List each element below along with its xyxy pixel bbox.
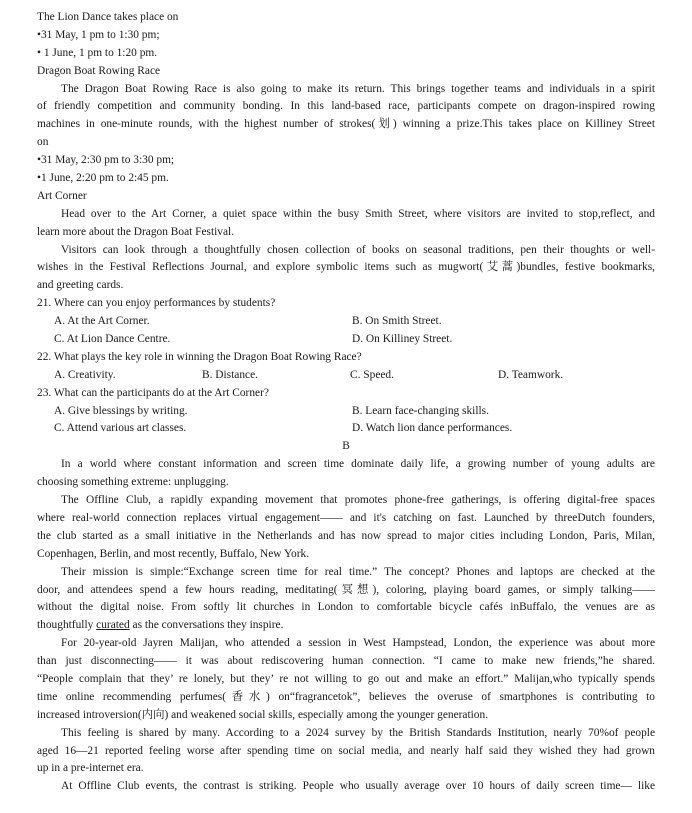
paragraph-line: At Offline Club events, the contrast is striking. People who usually average over 10 hours of daily screen time— like	[61, 780, 655, 793]
paragraph-line: time online recommending perfumes(香水) on“fragrancetok”, believes the overuse of smartphones is contributing to	[37, 690, 655, 703]
section-b-label: B	[342, 440, 350, 453]
paragraph-line: without the digital noise. From softly lit churches in London to comfortable bicycle cafés inBuffalo, the venues are as	[37, 601, 655, 614]
paragraph-line: Their mission is simple:“Exchange screen time for real time.” The concept? Phones and laptops are checked at the	[61, 565, 655, 578]
answer-option[interactable]: D. On Killiney Street.	[352, 333, 453, 346]
paragraph-line: Head over to the Art Corner, a quiet space within the busy Smith Street, where visitors are invited to stop,reflect, and	[61, 207, 655, 220]
answer-option[interactable]: A. Give blessings by writing.	[54, 404, 188, 417]
paragraph-line: Visitors can look through a thoughtfully chosen collection of books on seasonal traditions, pen their thoughts or well-	[61, 243, 655, 256]
answer-option[interactable]: D. Watch lion dance performances.	[352, 422, 513, 435]
section-heading: Dragon Boat Rowing Race	[37, 64, 161, 77]
paragraph-line: and greeting cards.	[37, 279, 124, 292]
exam-page	[37, 9, 655, 796]
dragon-boat-time-1: •31 May, 2:30 pm to 3:30 pm;	[37, 154, 175, 167]
lion-dance-time-1: •31 May, 1 pm to 1:30 pm;	[37, 28, 160, 41]
section-heading: Art Corner	[37, 189, 87, 202]
paragraph-line: This feeling is shared by many. According to a 2024 survey by the British Standards Institution, nearly 70%of people	[61, 726, 655, 739]
paragraph-line: In a world where constant information and screen time dominate daily life, a growing number of young adults are	[61, 458, 655, 471]
answer-option[interactable]: C. At Lion Dance Centre.	[54, 333, 171, 346]
lion-dance-intro: The Lion Dance takes place on	[37, 11, 179, 23]
passage-b	[37, 456, 655, 796]
answer-option[interactable]: C. Speed.	[350, 368, 394, 381]
paragraph-line: aged 16—21 reported feeling worse after spending time on social media, and nearly half said they wished they had grown	[37, 744, 655, 757]
answer-option[interactable]: D. Teamwork.	[498, 368, 564, 381]
answer-option[interactable]: A. Creativity.	[54, 368, 116, 381]
paragraph-line: The Dragon Boat Rowing Race is also going to make its return. This brings together teams and individuals in a spirit	[61, 82, 655, 95]
question-21	[37, 295, 655, 349]
paragraph-line: up in a pre-internet era.	[37, 762, 144, 775]
lion-dance-time-2: • 1 June, 1 pm to 1:20 pm.	[37, 46, 158, 59]
underlined-word: curated	[96, 619, 130, 632]
paragraph-line: Copenhagen, Berlin, and most recently, Buffalo, New York.	[37, 547, 310, 560]
paragraph-line: door, and attendees spend a few hours reading, meditating(冥想), coloring, playing board games, or simply talking——	[37, 583, 655, 596]
question-stem: 21. Where can you enjoy performances by students?	[37, 297, 276, 310]
art-corner-section	[37, 188, 655, 295]
lion-dance-section	[37, 9, 655, 63]
paragraph-line: where real-world connection replaces virtual engagement—— and it's catching on fast. Launched by threeDutch founders,	[37, 511, 655, 524]
question-23	[37, 385, 655, 439]
paragraph-line: than just disconnecting—— it was about rediscovering human connection. “I came to make new friends,”he shared.	[37, 655, 655, 668]
text-run: thoughtfully	[37, 619, 97, 632]
paragraph-line: “People complain that they’ re lonely, but they’ re not willing to go out and make an effort.” Malijan,who typically spends	[37, 672, 655, 685]
question-stem: 22. What plays the key role in winning the Dragon Boat Rowing Race?	[37, 350, 362, 363]
paragraph-line	[37, 617, 655, 635]
dragon-boat-section	[37, 63, 655, 188]
question-22	[37, 349, 655, 385]
answer-option[interactable]: C. Attend various art classes.	[54, 422, 187, 435]
paragraph-line: on	[37, 136, 49, 149]
paragraph-line: learn more about the Dragon Boat Festival.	[37, 225, 235, 238]
paragraph-line: The Offline Club, a rapidly expanding movement that promotes phone-free gatherings, is offering digital-free spaces	[61, 494, 655, 507]
paragraph-line: increased introversion(内向) and weakened social skills, especially among the younger generation.	[37, 708, 489, 721]
paragraph-line: the club started as a small initiative in the Netherlands and has now spread to major cities including London, Paris, Milan,	[37, 529, 655, 542]
answer-option[interactable]: B. Learn face-changing skills.	[352, 404, 489, 417]
answer-option[interactable]: B. Distance.	[202, 368, 258, 381]
question-stem: 23. What can the participants do at the Art Corner?	[37, 386, 269, 399]
paragraph-line: machines in one-minute rounds, with the highest number of strokes(划) winning a prize.This takes place on Killiney Street	[37, 118, 655, 131]
answer-option[interactable]: A. At the Art Corner.	[54, 315, 150, 328]
paragraph-line: choosing something extreme: unplugging.	[37, 476, 229, 489]
paragraph-line: For 20-year-old Jayren Malijan, who attended a session in West Hampstead, London, the experience was about more	[61, 637, 655, 650]
paragraph-line: wishes in the Festival Reflections Journal, and explore symbolic items such as mugwort(艾蒿)bundles, festive bookmarks,	[37, 261, 655, 274]
dragon-boat-time-2: •1 June, 2:20 pm to 2:45 pm.	[37, 172, 169, 185]
paragraph-line: of friendly competition and community bonding. In this land-based race, participants compete on dragon-inspired rowing	[37, 100, 655, 113]
text-run: as the conversations they inspire.	[129, 619, 284, 632]
answer-option[interactable]: B. On Smith Street.	[352, 315, 442, 328]
